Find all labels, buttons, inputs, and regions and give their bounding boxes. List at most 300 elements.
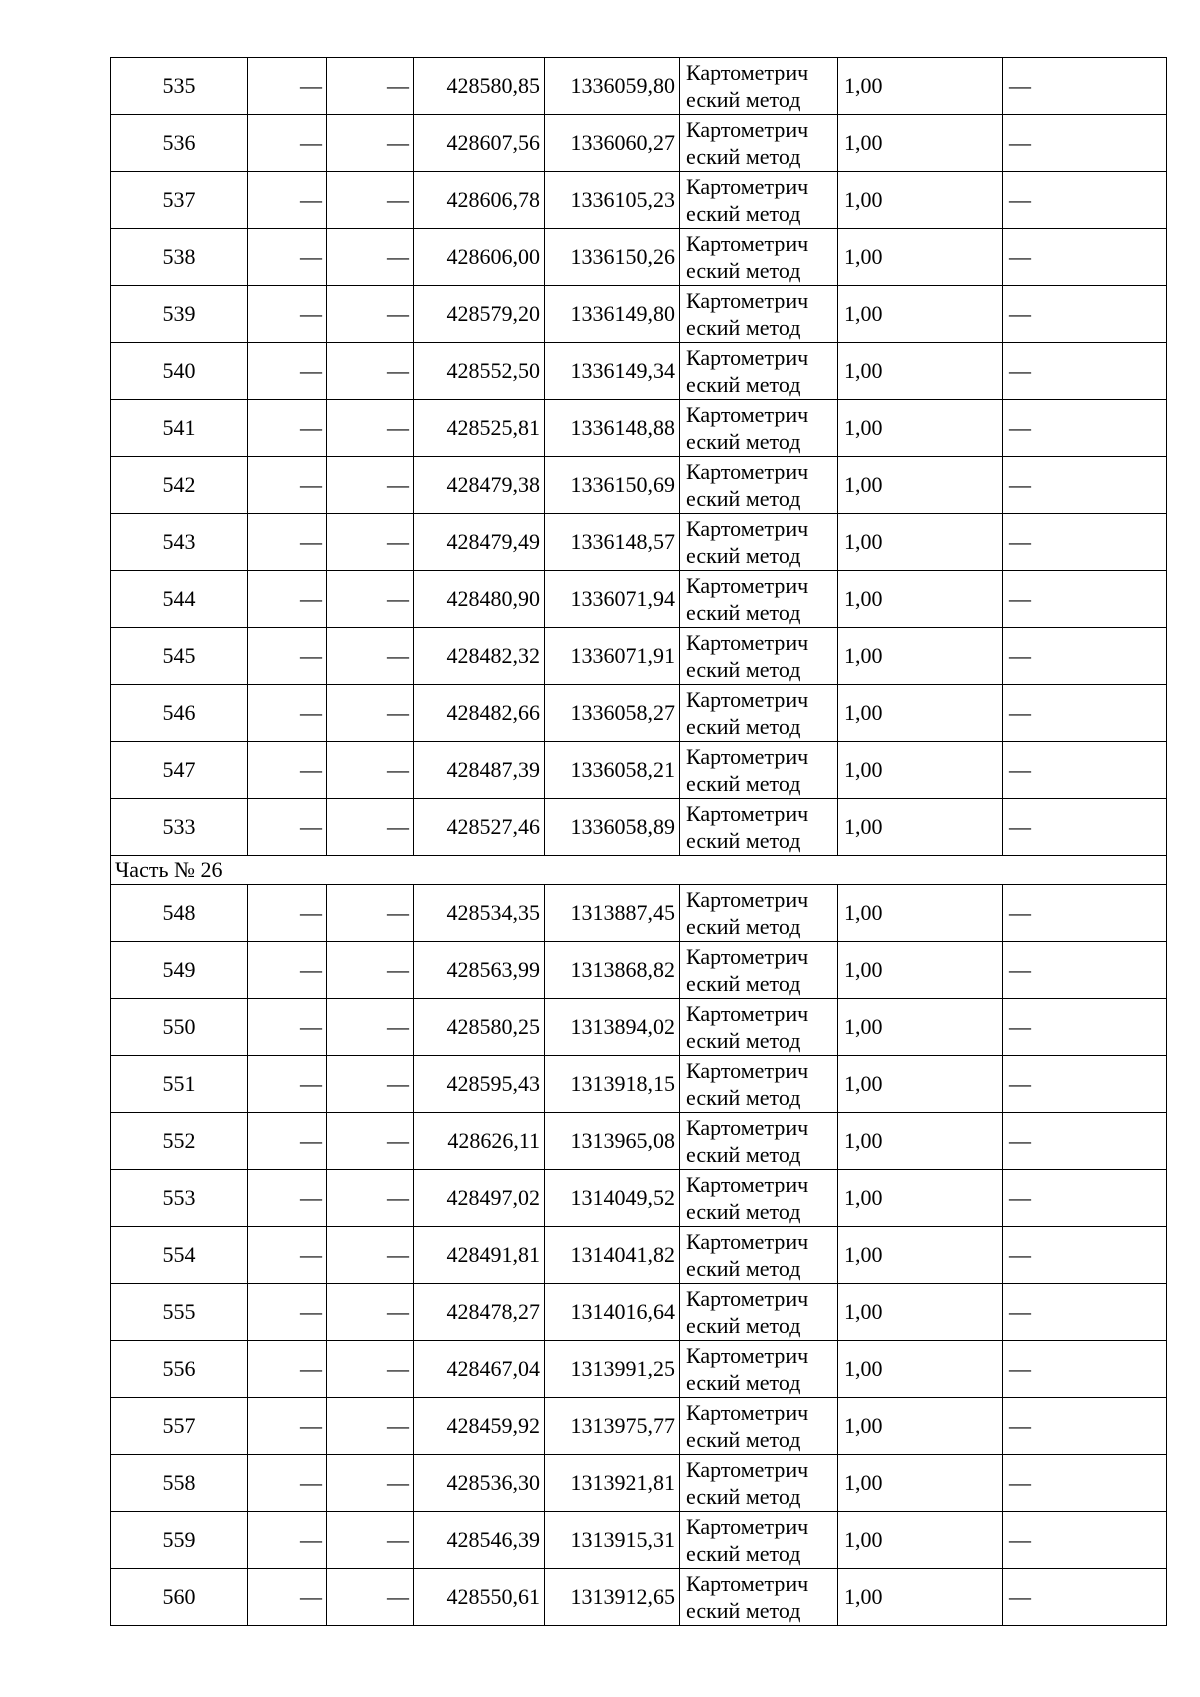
method-line: Картометрич <box>686 402 809 427</box>
precision-cell: 1,00 <box>838 172 1003 229</box>
empty-dash-cell: — <box>248 58 327 115</box>
point-number-cell: 536 <box>111 115 248 172</box>
empty-dash-cell: — <box>248 1398 327 1455</box>
precision-cell: 1,00 <box>838 58 1003 115</box>
method-line: еский метод <box>686 1427 801 1452</box>
note-dash-cell: — <box>1003 115 1167 172</box>
coordinates-table-body <box>111 58 1167 1626</box>
y-coordinate-cell: 1313915,31 <box>545 1512 680 1569</box>
point-number-cell: 556 <box>111 1341 248 1398</box>
method-line: Картометрич <box>686 231 809 256</box>
y-coordinate-cell: 1336058,21 <box>545 742 680 799</box>
table-row <box>111 799 1167 856</box>
empty-dash-cell: — <box>327 628 414 685</box>
point-number-cell: 560 <box>111 1569 248 1626</box>
y-coordinate-cell: 1336148,57 <box>545 514 680 571</box>
precision-cell: 1,00 <box>838 1512 1003 1569</box>
table-row <box>111 1170 1167 1227</box>
method-line: Картометрич <box>686 944 809 969</box>
table-row <box>111 172 1167 229</box>
method-line: еский метод <box>686 144 801 169</box>
table-row <box>111 1284 1167 1341</box>
note-dash-cell: — <box>1003 229 1167 286</box>
note-dash-cell: — <box>1003 1512 1167 1569</box>
note-dash-cell: — <box>1003 885 1167 942</box>
x-coordinate-cell: 428467,04 <box>414 1341 545 1398</box>
y-coordinate-cell: 1336058,89 <box>545 799 680 856</box>
point-number-cell: 535 <box>111 58 248 115</box>
note-dash-cell: — <box>1003 343 1167 400</box>
method-cell <box>680 1341 838 1398</box>
method-line: Картометрич <box>686 887 809 912</box>
table-row <box>111 885 1167 942</box>
y-coordinate-cell: 1336150,69 <box>545 457 680 514</box>
method-line: еский метод <box>686 1199 801 1224</box>
point-number-cell: 543 <box>111 514 248 571</box>
empty-dash-cell: — <box>327 685 414 742</box>
empty-dash-cell: — <box>248 1284 327 1341</box>
method-line: Картометрич <box>686 1058 809 1083</box>
method-line: еский метод <box>686 1598 801 1623</box>
method-line: еский метод <box>686 372 801 397</box>
table-row <box>111 571 1167 628</box>
empty-dash-cell: — <box>327 1284 414 1341</box>
y-coordinate-cell: 1313975,77 <box>545 1398 680 1455</box>
x-coordinate-cell: 428527,46 <box>414 799 545 856</box>
empty-dash-cell: — <box>248 942 327 999</box>
empty-dash-cell: — <box>327 58 414 115</box>
x-coordinate-cell: 428595,43 <box>414 1056 545 1113</box>
x-coordinate-cell: 428552,50 <box>414 343 545 400</box>
method-line: Картометрич <box>686 687 809 712</box>
x-coordinate-cell: 428626,11 <box>414 1113 545 1170</box>
table-row <box>111 400 1167 457</box>
method-cell <box>680 343 838 400</box>
table-row <box>111 115 1167 172</box>
y-coordinate-cell: 1313868,82 <box>545 942 680 999</box>
method-line: еский метод <box>686 87 801 112</box>
method-line: Картометрич <box>686 573 809 598</box>
table-row <box>111 343 1167 400</box>
empty-dash-cell: — <box>327 229 414 286</box>
method-line: еский метод <box>686 486 801 511</box>
empty-dash-cell: — <box>248 1455 327 1512</box>
empty-dash-cell: — <box>248 1569 327 1626</box>
empty-dash-cell: — <box>248 999 327 1056</box>
method-line: Картометрич <box>686 459 809 484</box>
empty-dash-cell: — <box>248 514 327 571</box>
y-coordinate-cell: 1336150,26 <box>545 229 680 286</box>
method-cell <box>680 1284 838 1341</box>
y-coordinate-cell: 1336149,80 <box>545 286 680 343</box>
note-dash-cell: — <box>1003 1170 1167 1227</box>
empty-dash-cell: — <box>327 1512 414 1569</box>
precision-cell: 1,00 <box>838 685 1003 742</box>
y-coordinate-cell: 1336149,34 <box>545 343 680 400</box>
method-line: еский метод <box>686 1028 801 1053</box>
table-row <box>111 229 1167 286</box>
point-number-cell: 557 <box>111 1398 248 1455</box>
point-number-cell: 559 <box>111 1512 248 1569</box>
method-cell <box>680 999 838 1056</box>
method-cell <box>680 1056 838 1113</box>
point-number-cell: 537 <box>111 172 248 229</box>
empty-dash-cell: — <box>248 1512 327 1569</box>
empty-dash-cell: — <box>248 286 327 343</box>
empty-dash-cell: — <box>327 885 414 942</box>
method-line: еский метод <box>686 1313 801 1338</box>
precision-cell: 1,00 <box>838 514 1003 571</box>
method-line: еский метод <box>686 1256 801 1281</box>
empty-dash-cell: — <box>248 1227 327 1284</box>
y-coordinate-cell: 1336059,80 <box>545 58 680 115</box>
x-coordinate-cell: 428491,81 <box>414 1227 545 1284</box>
empty-dash-cell: — <box>248 115 327 172</box>
table-row <box>111 1512 1167 1569</box>
method-line: еский метод <box>686 771 801 796</box>
x-coordinate-cell: 428606,78 <box>414 172 545 229</box>
part-label: Часть № 26 <box>111 856 1167 885</box>
x-coordinate-cell: 428487,39 <box>414 742 545 799</box>
method-line: Картометрич <box>686 1172 809 1197</box>
table-row <box>111 1569 1167 1626</box>
empty-dash-cell: — <box>248 1113 327 1170</box>
method-line: Картометрич <box>686 60 809 85</box>
method-line: еский метод <box>686 914 801 939</box>
method-line: Картометрич <box>686 288 809 313</box>
empty-dash-cell: — <box>327 742 414 799</box>
note-dash-cell: — <box>1003 457 1167 514</box>
x-coordinate-cell: 428497,02 <box>414 1170 545 1227</box>
note-dash-cell: — <box>1003 571 1167 628</box>
method-line: Картометрич <box>686 1571 809 1596</box>
method-line: еский метод <box>686 429 801 454</box>
point-number-cell: 538 <box>111 229 248 286</box>
method-cell <box>680 1455 838 1512</box>
table-row <box>111 628 1167 685</box>
method-line: еский метод <box>686 543 801 568</box>
table-row <box>111 58 1167 115</box>
part-header-row <box>111 856 1167 885</box>
method-cell <box>680 1569 838 1626</box>
note-dash-cell: — <box>1003 1455 1167 1512</box>
method-line: еский метод <box>686 1085 801 1110</box>
precision-cell: 1,00 <box>838 1569 1003 1626</box>
note-dash-cell: — <box>1003 1227 1167 1284</box>
empty-dash-cell: — <box>327 172 414 229</box>
method-line: Картометрич <box>686 174 809 199</box>
x-coordinate-cell: 428536,30 <box>414 1455 545 1512</box>
point-number-cell: 541 <box>111 400 248 457</box>
empty-dash-cell: — <box>248 628 327 685</box>
empty-dash-cell: — <box>327 514 414 571</box>
method-line: Картометрич <box>686 1286 809 1311</box>
precision-cell: 1,00 <box>838 628 1003 685</box>
method-line: Картометрич <box>686 1514 809 1539</box>
note-dash-cell: — <box>1003 685 1167 742</box>
empty-dash-cell: — <box>248 229 327 286</box>
method-cell <box>680 1512 838 1569</box>
y-coordinate-cell: 1313887,45 <box>545 885 680 942</box>
method-cell <box>680 115 838 172</box>
method-line: Картометрич <box>686 744 809 769</box>
method-cell <box>680 172 838 229</box>
x-coordinate-cell: 428607,56 <box>414 115 545 172</box>
y-coordinate-cell: 1336105,23 <box>545 172 680 229</box>
x-coordinate-cell: 428525,81 <box>414 400 545 457</box>
coordinates-table <box>110 57 1167 1626</box>
method-cell <box>680 628 838 685</box>
table-row <box>111 457 1167 514</box>
empty-dash-cell: — <box>248 885 327 942</box>
empty-dash-cell: — <box>327 999 414 1056</box>
x-coordinate-cell: 428579,20 <box>414 286 545 343</box>
y-coordinate-cell: 1313991,25 <box>545 1341 680 1398</box>
method-cell <box>680 400 838 457</box>
table-row <box>111 1227 1167 1284</box>
method-line: Картометрич <box>686 1115 809 1140</box>
method-cell <box>680 799 838 856</box>
empty-dash-cell: — <box>248 1056 327 1113</box>
table-row <box>111 1056 1167 1113</box>
empty-dash-cell: — <box>327 1227 414 1284</box>
precision-cell: 1,00 <box>838 343 1003 400</box>
method-line: Картометрич <box>686 1400 809 1425</box>
note-dash-cell: — <box>1003 1056 1167 1113</box>
empty-dash-cell: — <box>248 1170 327 1227</box>
method-cell <box>680 1398 838 1455</box>
precision-cell: 1,00 <box>838 799 1003 856</box>
point-number-cell: 555 <box>111 1284 248 1341</box>
method-line: Картометрич <box>686 1229 809 1254</box>
empty-dash-cell: — <box>248 685 327 742</box>
empty-dash-cell: — <box>327 1398 414 1455</box>
note-dash-cell: — <box>1003 286 1167 343</box>
precision-cell: 1,00 <box>838 942 1003 999</box>
method-line: еский метод <box>686 1541 801 1566</box>
note-dash-cell: — <box>1003 514 1167 571</box>
point-number-cell: 546 <box>111 685 248 742</box>
empty-dash-cell: — <box>248 799 327 856</box>
precision-cell: 1,00 <box>838 229 1003 286</box>
note-dash-cell: — <box>1003 1113 1167 1170</box>
x-coordinate-cell: 428482,32 <box>414 628 545 685</box>
empty-dash-cell: — <box>327 571 414 628</box>
y-coordinate-cell: 1314041,82 <box>545 1227 680 1284</box>
y-coordinate-cell: 1336071,94 <box>545 571 680 628</box>
table-row <box>111 742 1167 799</box>
empty-dash-cell: — <box>327 1455 414 1512</box>
y-coordinate-cell: 1313921,81 <box>545 1455 680 1512</box>
method-line: Картометрич <box>686 345 809 370</box>
table-row <box>111 1113 1167 1170</box>
y-coordinate-cell: 1313894,02 <box>545 999 680 1056</box>
table-row <box>111 1455 1167 1512</box>
empty-dash-cell: — <box>327 1569 414 1626</box>
method-line: еский метод <box>686 971 801 996</box>
precision-cell: 1,00 <box>838 1227 1003 1284</box>
precision-cell: 1,00 <box>838 1398 1003 1455</box>
x-coordinate-cell: 428606,00 <box>414 229 545 286</box>
precision-cell: 1,00 <box>838 571 1003 628</box>
note-dash-cell: — <box>1003 628 1167 685</box>
empty-dash-cell: — <box>327 457 414 514</box>
precision-cell: 1,00 <box>838 885 1003 942</box>
empty-dash-cell: — <box>327 286 414 343</box>
empty-dash-cell: — <box>248 400 327 457</box>
point-number-cell: 548 <box>111 885 248 942</box>
empty-dash-cell: — <box>327 1056 414 1113</box>
empty-dash-cell: — <box>248 1341 327 1398</box>
x-coordinate-cell: 428534,35 <box>414 885 545 942</box>
method-line: Картометрич <box>686 117 809 142</box>
point-number-cell: 542 <box>111 457 248 514</box>
x-coordinate-cell: 428580,25 <box>414 999 545 1056</box>
table-row <box>111 514 1167 571</box>
table-row <box>111 942 1167 999</box>
x-coordinate-cell: 428459,92 <box>414 1398 545 1455</box>
empty-dash-cell: — <box>248 343 327 400</box>
note-dash-cell: — <box>1003 1284 1167 1341</box>
empty-dash-cell: — <box>248 457 327 514</box>
empty-dash-cell: — <box>327 343 414 400</box>
precision-cell: 1,00 <box>838 457 1003 514</box>
method-line: еский метод <box>686 714 801 739</box>
precision-cell: 1,00 <box>838 115 1003 172</box>
x-coordinate-cell: 428550,61 <box>414 1569 545 1626</box>
method-cell <box>680 1113 838 1170</box>
point-number-cell: 554 <box>111 1227 248 1284</box>
y-coordinate-cell: 1314049,52 <box>545 1170 680 1227</box>
x-coordinate-cell: 428479,38 <box>414 457 545 514</box>
note-dash-cell: — <box>1003 58 1167 115</box>
note-dash-cell: — <box>1003 1341 1167 1398</box>
method-cell <box>680 457 838 514</box>
method-line: еский метод <box>686 1484 801 1509</box>
precision-cell: 1,00 <box>838 286 1003 343</box>
x-coordinate-cell: 428563,99 <box>414 942 545 999</box>
point-number-cell: 539 <box>111 286 248 343</box>
point-number-cell: 552 <box>111 1113 248 1170</box>
empty-dash-cell: — <box>327 942 414 999</box>
method-line: еский метод <box>686 315 801 340</box>
note-dash-cell: — <box>1003 1569 1167 1626</box>
empty-dash-cell: — <box>327 115 414 172</box>
method-line: Картометрич <box>686 1457 809 1482</box>
empty-dash-cell: — <box>327 1113 414 1170</box>
method-line: еский метод <box>686 657 801 682</box>
precision-cell: 1,00 <box>838 1056 1003 1113</box>
method-line: еский метод <box>686 258 801 283</box>
y-coordinate-cell: 1313965,08 <box>545 1113 680 1170</box>
method-cell <box>680 571 838 628</box>
method-cell <box>680 58 838 115</box>
y-coordinate-cell: 1336058,27 <box>545 685 680 742</box>
note-dash-cell: — <box>1003 172 1167 229</box>
y-coordinate-cell: 1313918,15 <box>545 1056 680 1113</box>
precision-cell: 1,00 <box>838 400 1003 457</box>
table-row <box>111 1341 1167 1398</box>
point-number-cell: 549 <box>111 942 248 999</box>
note-dash-cell: — <box>1003 999 1167 1056</box>
point-number-cell: 551 <box>111 1056 248 1113</box>
empty-dash-cell: — <box>327 1341 414 1398</box>
method-cell <box>680 685 838 742</box>
x-coordinate-cell: 428580,85 <box>414 58 545 115</box>
x-coordinate-cell: 428478,27 <box>414 1284 545 1341</box>
point-number-cell: 547 <box>111 742 248 799</box>
precision-cell: 1,00 <box>838 1284 1003 1341</box>
table-row <box>111 1398 1167 1455</box>
note-dash-cell: — <box>1003 400 1167 457</box>
x-coordinate-cell: 428479,49 <box>414 514 545 571</box>
point-number-cell: 553 <box>111 1170 248 1227</box>
y-coordinate-cell: 1313912,65 <box>545 1569 680 1626</box>
method-cell <box>680 1170 838 1227</box>
y-coordinate-cell: 1336148,88 <box>545 400 680 457</box>
method-cell <box>680 286 838 343</box>
method-line: Картометрич <box>686 630 809 655</box>
table-row <box>111 999 1167 1056</box>
note-dash-cell: — <box>1003 799 1167 856</box>
precision-cell: 1,00 <box>838 1170 1003 1227</box>
empty-dash-cell: — <box>248 742 327 799</box>
table-row <box>111 685 1167 742</box>
point-number-cell: 540 <box>111 343 248 400</box>
method-line: еский метод <box>686 1142 801 1167</box>
method-line: еский метод <box>686 201 801 226</box>
empty-dash-cell: — <box>327 400 414 457</box>
x-coordinate-cell: 428546,39 <box>414 1512 545 1569</box>
point-number-cell: 550 <box>111 999 248 1056</box>
method-line: еский метод <box>686 828 801 853</box>
method-cell <box>680 885 838 942</box>
method-line: Картометрич <box>686 801 809 826</box>
empty-dash-cell: — <box>248 172 327 229</box>
method-line: еский метод <box>686 600 801 625</box>
method-cell <box>680 742 838 799</box>
table-row <box>111 286 1167 343</box>
note-dash-cell: — <box>1003 742 1167 799</box>
note-dash-cell: — <box>1003 942 1167 999</box>
precision-cell: 1,00 <box>838 1455 1003 1512</box>
point-number-cell: 558 <box>111 1455 248 1512</box>
point-number-cell: 545 <box>111 628 248 685</box>
point-number-cell: 544 <box>111 571 248 628</box>
precision-cell: 1,00 <box>838 1113 1003 1170</box>
precision-cell: 1,00 <box>838 742 1003 799</box>
method-line: Картометрич <box>686 1001 809 1026</box>
y-coordinate-cell: 1336071,91 <box>545 628 680 685</box>
y-coordinate-cell: 1336060,27 <box>545 115 680 172</box>
precision-cell: 1,00 <box>838 1341 1003 1398</box>
note-dash-cell: — <box>1003 1398 1167 1455</box>
empty-dash-cell: — <box>327 799 414 856</box>
point-number-cell: 533 <box>111 799 248 856</box>
method-cell <box>680 514 838 571</box>
x-coordinate-cell: 428480,90 <box>414 571 545 628</box>
method-cell <box>680 942 838 999</box>
y-coordinate-cell: 1314016,64 <box>545 1284 680 1341</box>
method-line: еский метод <box>686 1370 801 1395</box>
method-line: Картометрич <box>686 516 809 541</box>
method-line: Картометрич <box>686 1343 809 1368</box>
method-cell <box>680 229 838 286</box>
empty-dash-cell: — <box>327 1170 414 1227</box>
precision-cell: 1,00 <box>838 999 1003 1056</box>
method-cell <box>680 1227 838 1284</box>
empty-dash-cell: — <box>248 571 327 628</box>
